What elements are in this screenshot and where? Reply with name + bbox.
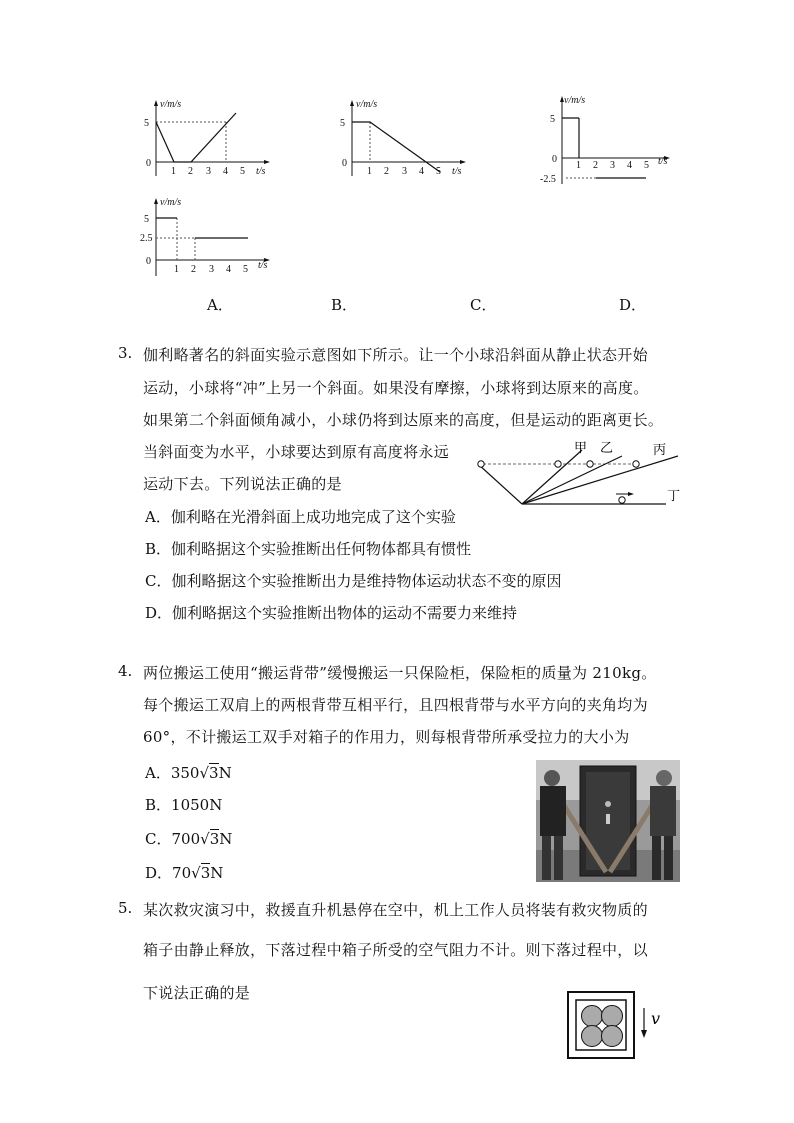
graph-d-ytick-0: 0 [146,256,151,267]
graph-d [140,194,280,284]
graph-a-xtick-4: 4 [223,166,228,177]
graph-d-xtick-1: 1 [174,264,179,275]
graph-a-line [156,113,236,162]
q3-line-2: 运动，小球将“冲”上另一个斜面。如果没有摩擦，小球将到达原来的高度。 [143,379,649,397]
graph-c-xtick-4: 4 [627,160,632,171]
sqrt-icon: √ [199,764,210,782]
graph-c [536,92,686,188]
sqrt-icon: √ [200,830,210,848]
q4-option-b-value: 1050N [171,796,223,814]
q4-option-c-unit: N [219,830,233,848]
graph-a-xtick-2: 2 [188,166,193,177]
q3-line-3: 如果第二个斜面倾角减小，小球仍将到达原来的高度，但是运动的距离更长。 [143,411,664,429]
graph-b-xtick-2: 2 [384,166,389,177]
graph-b-xtick-4: 4 [419,166,424,177]
graph-b-ytick-5: 5 [340,118,345,129]
graph-a-xtick-5: 5 [240,166,245,177]
graph-d-axis-t: t/s [258,260,268,271]
q3-option-d[interactable]: D．伽利略据这个实验推断出物体的运动不需要力来维持 [145,604,518,622]
graph-b-line [352,122,440,172]
graph-c-ytick-0: 0 [552,154,557,165]
graph-b [336,96,476,182]
q4-option-d-unit: N [210,864,224,882]
q5-line-3: 下说法正确的是 [143,984,251,1002]
q4-option-a-radicand: 3 [209,764,219,782]
graph-c-xtick-3: 3 [610,160,615,171]
graph-option-d[interactable]: D． [619,296,647,314]
q4-option-a-unit: N [218,764,232,782]
q3-line-5: 运动下去。下列说法正确的是 [143,475,342,493]
graph-a-ytick-0: 0 [146,158,151,169]
incline-label-yi: 乙 [600,441,614,456]
graph-c-axis-v: v/m/s [564,95,586,106]
q4-option-a-coef: 350 [170,764,200,782]
graph-c-xtick-5: 5 [644,160,649,171]
graph-a-axis-v: v/m/s [160,99,182,110]
graph-a [140,96,280,182]
graph-c-ytick-5: 5 [550,114,555,125]
graph-c-axis-t: t/s [658,156,668,167]
graph-option-c[interactable]: C． [470,296,497,314]
graph-b-xtick-5: 5 [436,166,441,177]
q4-option-d-label: D． [145,864,173,882]
graph-b-xtick-1: 1 [367,166,372,177]
q4-option-c[interactable] [145,828,232,849]
graph-d-xtick-3: 3 [209,264,214,275]
q4-line-2: 每个搬运工双肩上的两根背带互相平行，且四根背带与水平方向的夹角均为 [143,696,648,714]
incline-label-jia: 甲 [574,441,588,456]
q4-option-b-label: B． [145,796,172,814]
q3-option-c[interactable]: C．伽利略据这个实验推断出力是维持物体运动状态不变的原因 [145,572,562,590]
q4-option-d-radicand: 3 [200,864,211,882]
graph-a-xtick-1: 1 [171,166,176,177]
q3-number: 3. [118,344,133,362]
graph-b-axis-v: v/m/s [356,99,378,110]
incline-label-bing: 丙 [653,443,667,458]
graph-a-axis-t: t/s [256,166,266,177]
q3-line-4: 当斜面变为水平，小球要达到原有高度将永远 [143,443,450,461]
q5-number: 5. [118,899,133,917]
graph-d-ytick-5: 5 [144,214,149,225]
q3-option-a[interactable]: A．伽利略在光滑斜面上成功地完成了这个实验 [145,508,456,526]
graph-b-axis-t: t/s [452,166,462,177]
q4-number: 4. [118,662,133,680]
graph-option-b[interactable]: B． [331,296,358,314]
graph-d-xtick-4: 4 [226,264,231,275]
velocity-label: v [651,1009,661,1028]
q3-line-1: 伽利略著名的斜面实验示意图如下所示。让一个小球沿斜面从静止状态开始 [143,346,648,364]
graph-option-a[interactable]: A． [207,296,233,314]
q4-line-3: 60°，不计搬运工双手对箱子的作用力，则每根背带所承受拉力的大小为 [143,728,630,746]
graph-b-ytick-0: 0 [342,158,347,169]
q4-option-d[interactable] [145,862,223,883]
graph-a-xtick-3: 3 [206,166,211,177]
graph-a-ytick-5: 5 [144,118,149,129]
falling-box-diagram [564,990,674,1062]
q4-option-a[interactable] [145,762,232,783]
q4-option-a-label: A． [145,764,171,782]
graph-c-ytick-neg: -2.5 [540,174,556,185]
q4-option-c-radicand: 3 [209,830,220,848]
q4-option-d-coef: 70 [172,864,192,882]
graph-d-axis-v: v/m/s [160,197,182,208]
graph-d-ytick-25: 2.5 [140,233,153,244]
q5-line-2: 箱子由静止释放，下落过程中箱子所受的空气阻力不计。则下落过程中，以 [143,941,648,959]
safe-carrying-photo [536,760,680,882]
q5-line-1: 某次救灾演习中，救援直升机悬停在空中，机上工作人员将装有救灾物质的 [143,901,648,919]
graph-b-xtick-3: 3 [402,166,407,177]
q4-line-1: 两位搬运工使用“搬运背带”缓慢搬运一只保险柜，保险柜的质量为 210kg。 [143,664,657,682]
sqrt-icon: √ [191,864,201,882]
graph-d-xtick-5: 5 [243,264,248,275]
incline-label-ding: 丁 [667,489,681,504]
q3-option-b[interactable]: B．伽利略据这个实验推断出任何物体都具有惯性 [145,540,472,558]
q4-option-b[interactable] [145,794,222,815]
graph-c-xtick-1: 1 [576,160,581,171]
q4-option-c-label: C． [145,830,172,848]
q4-option-c-coef: 700 [171,830,201,848]
graph-c-xtick-2: 2 [593,160,598,171]
graph-d-xtick-2: 2 [191,264,196,275]
incline-diagram [470,438,684,510]
